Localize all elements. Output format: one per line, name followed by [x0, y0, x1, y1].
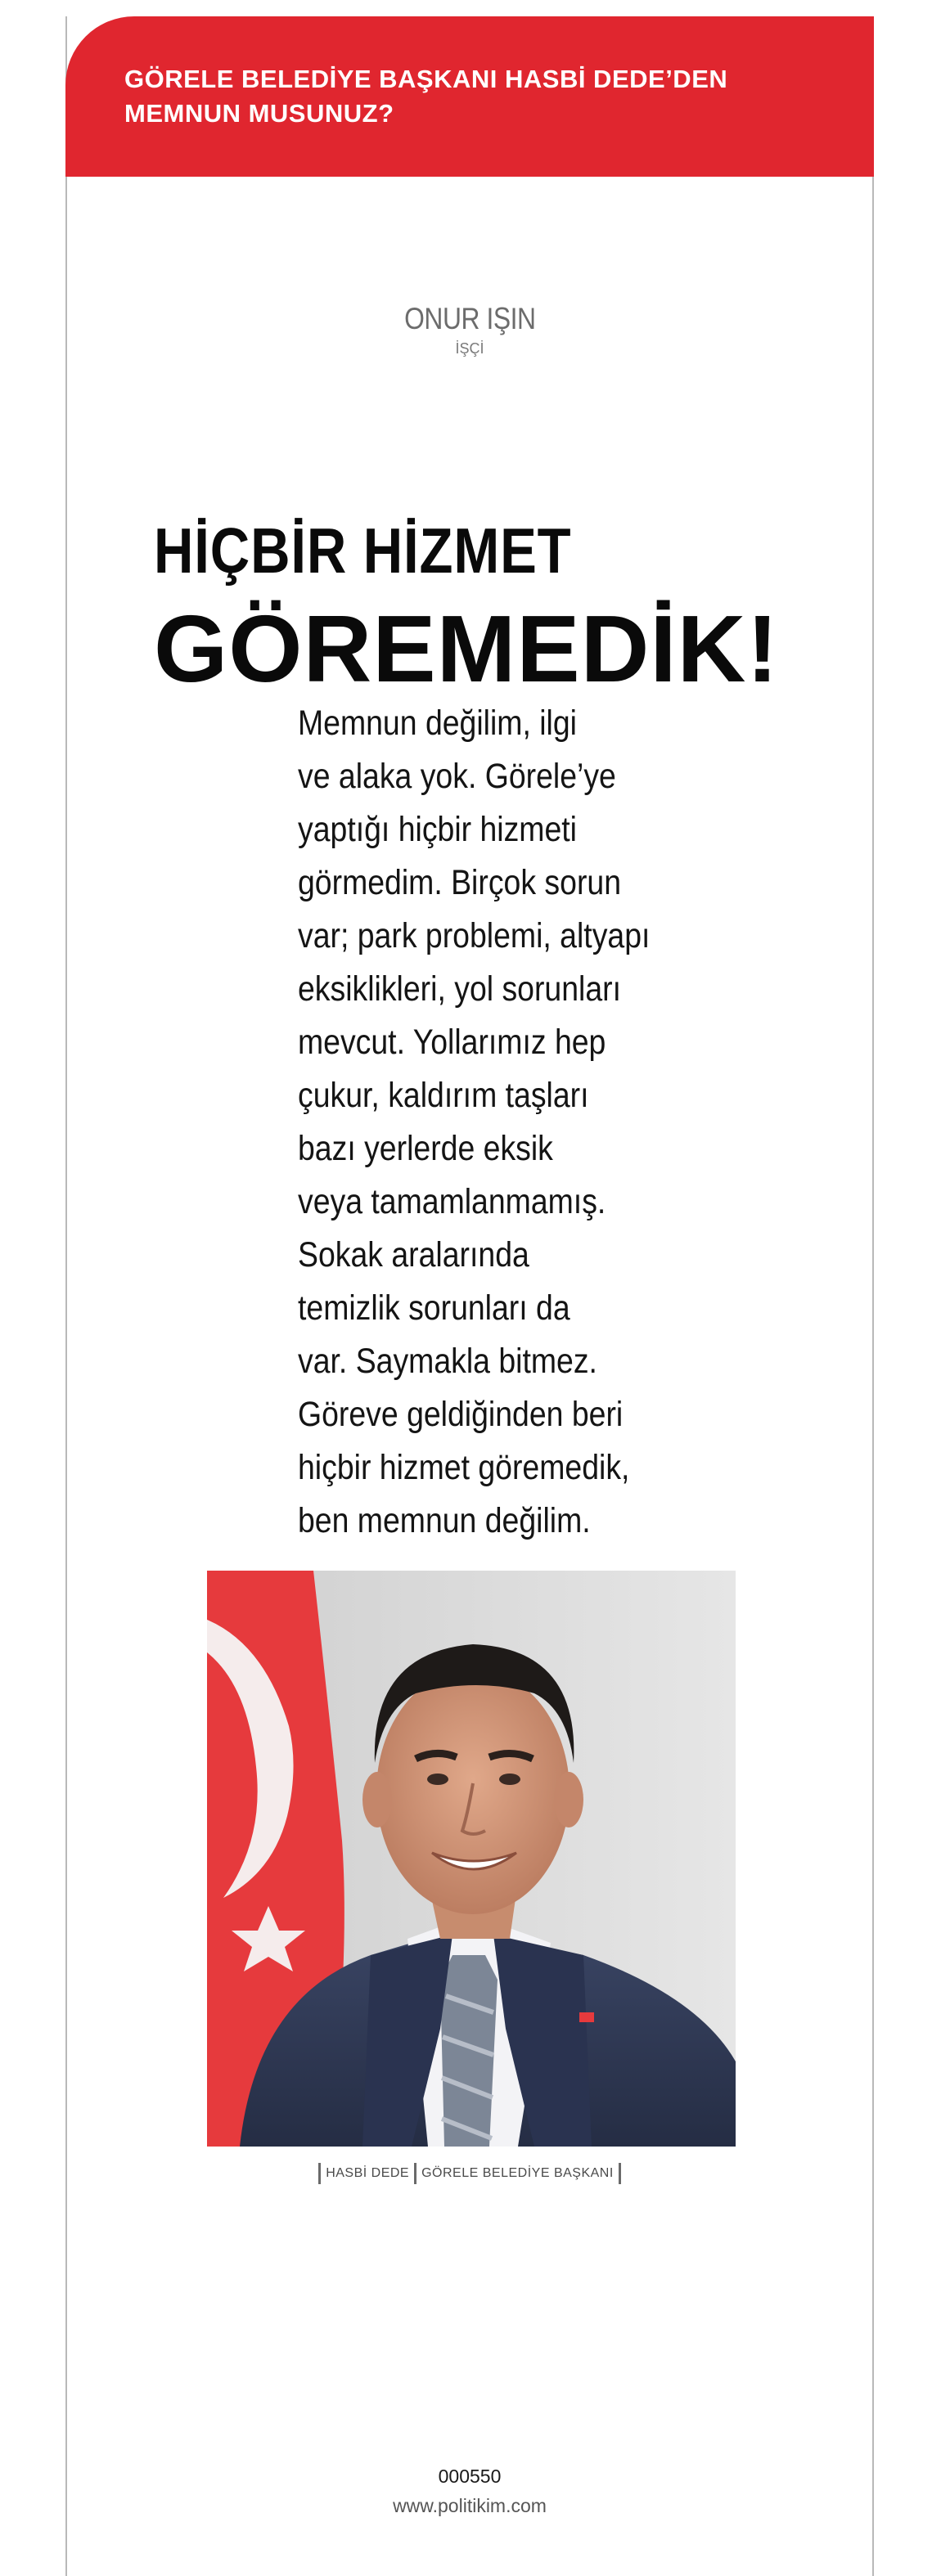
- person-name: ONUR IŞIN: [403, 302, 536, 335]
- caption-divider: [318, 2163, 321, 2184]
- caption-divider: [414, 2163, 416, 2184]
- quote-line: var; park problemi, altyapı: [298, 916, 651, 955]
- quote-line: eksiklikleri, yol sorunları: [298, 969, 622, 1009]
- footer-code: 000550: [438, 2466, 502, 2487]
- quote-body: [298, 697, 668, 1548]
- quote-line: görmedim. Birçok sorun: [298, 863, 622, 902]
- caption-title: GÖRELE BELEDİYE BAŞKANI: [421, 2166, 614, 2180]
- byline: [65, 301, 874, 357]
- quote-line: veya tamamlanmamış.: [298, 1182, 606, 1221]
- headline-line-1: HİÇBİR HİZMET: [154, 515, 572, 587]
- headline-line-2: GÖREMEDİK!: [154, 596, 779, 702]
- quote-line: ben memnun değilim.: [298, 1501, 591, 1540]
- quote-line: ve alaka yok. Görele’ye: [298, 757, 616, 796]
- mayor-portrait-photo: [207, 1571, 736, 2147]
- footer-url: www.politikim.com: [393, 2495, 547, 2516]
- quote-line: Memnun değilim, ilgi: [298, 704, 577, 743]
- quote-line: yaptığı hiçbir hizmeti: [298, 810, 577, 849]
- banner-title-line-1: GÖRELE BELEDİYE BAŞKANI HASBİ DEDE’DEN: [124, 65, 728, 93]
- photo-caption: [65, 2163, 874, 2184]
- person-occupation: İŞÇİ: [455, 340, 484, 357]
- quote-line: var. Saymakla bitmez.: [298, 1342, 597, 1381]
- caption-divider: [619, 2163, 621, 2184]
- caption-name: HASBİ DEDE: [326, 2166, 410, 2180]
- quote-line: Sokak aralarında: [298, 1235, 529, 1275]
- portrait-illustration: [207, 1571, 736, 2147]
- quote-line: mevcut. Yollarımız hep: [298, 1023, 606, 1062]
- quote-line: Göreve geldiğinden beri: [298, 1395, 624, 1434]
- quote-line: çukur, kaldırım taşları: [298, 1076, 589, 1115]
- header-banner: [65, 16, 874, 177]
- quote-line: bazı yerlerde eksik: [298, 1129, 553, 1168]
- quote-line: temizlik sorunları da: [298, 1288, 570, 1328]
- banner-title-line-2: MEMNUN MUSUNUZ?: [124, 99, 394, 128]
- quote-line: hiçbir hizmet göremedik,: [298, 1448, 630, 1487]
